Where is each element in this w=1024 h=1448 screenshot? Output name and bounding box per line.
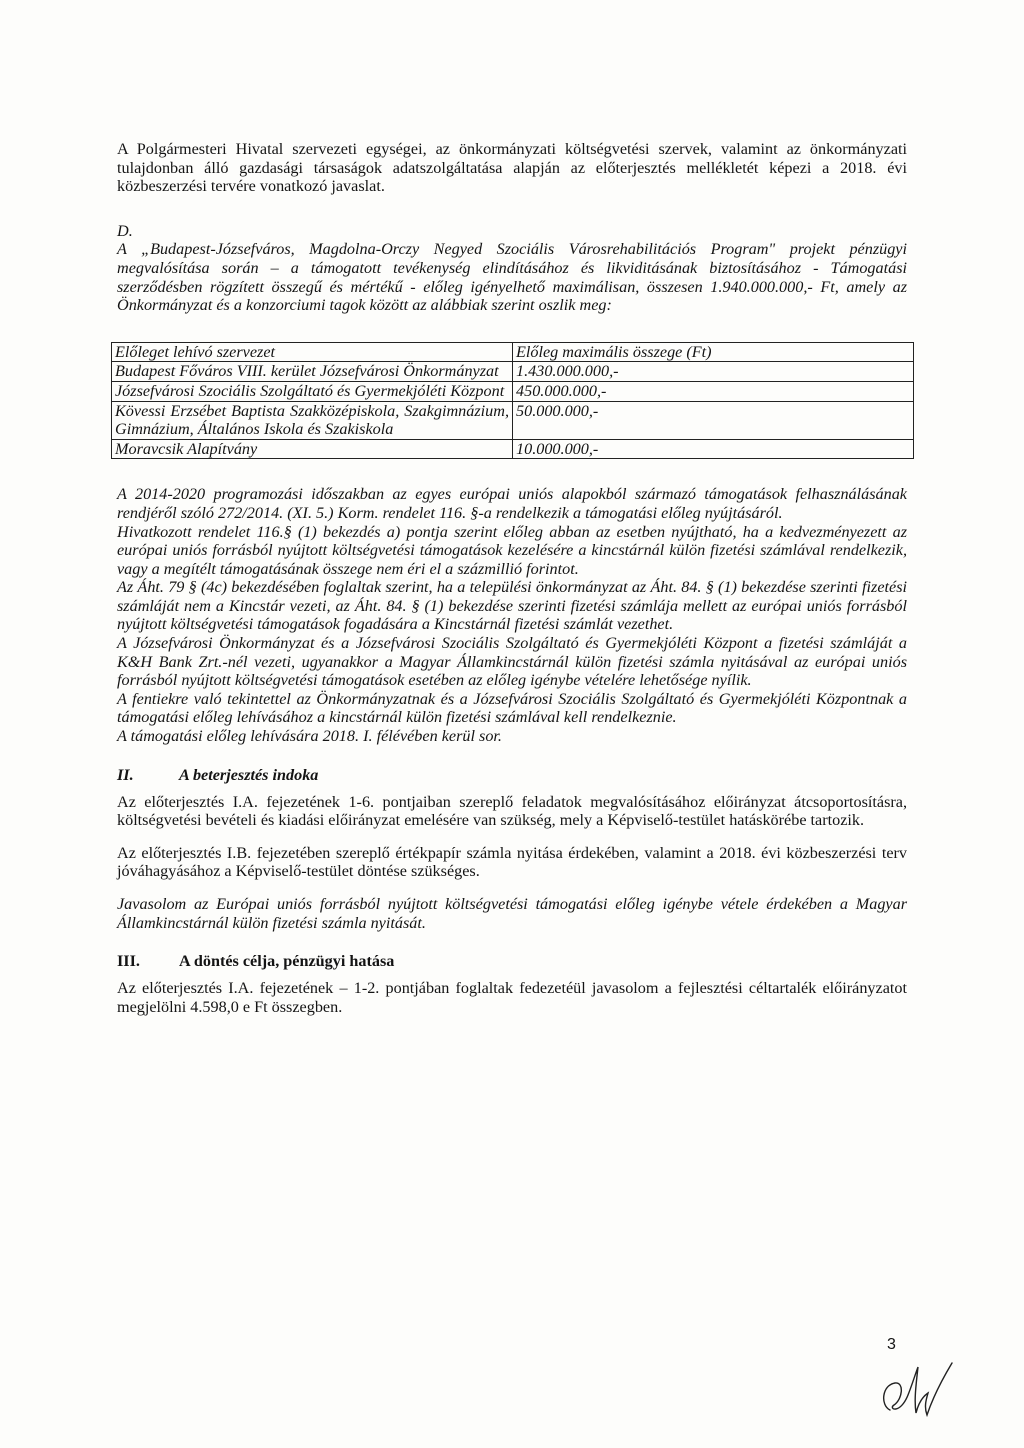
intro-paragraph: A Polgármesteri Hivatal szervezeti egységei, az önkormányzati költségvetési szervek, valamint az önkormányzati tulajdonban álló gazdasági társaságok adatszolgáltatása alapján az előterjesztés mellékletét képezi a 2018. évi közbeszerzési tervére vonatkozó javaslat. — [117, 140, 907, 196]
table-cell-org: Józsefvárosi Szociális Szolgáltató és Gyermekjóléti Központ — [112, 381, 513, 401]
advance-table — [111, 342, 914, 460]
legal-paragraph-4: A Józsefvárosi Önkormányzat és a Józsefvárosi Szociális Szolgáltató és Gyermekjóléti Központ a fizetési számláját a K&H Bank Zrt.-nél vezeti, ugyanakkor a Magyar Államkincstárnál külön fizetési számla nyitásával az európai uniós forrásból nyújtott költségvetési támogatások esetében az előleg igénybe vételére lehetősége nyílik. — [117, 634, 907, 690]
section-ii-paragraph-2: Az előterjesztés I.B. fejezetében szereplő értékpapír számla nyitása érdekében, valamint a 2018. évi közbeszerzési terv jóváhagyásához a Képviselő-testület döntése szükséges. — [117, 843, 907, 881]
document-page — [117, 140, 907, 1016]
section-ii-paragraph-3: Javasolom az Európai uniós forrásból nyújtott költségvetési támogatási előleg igénybe vétele érdekében a Magyar Államkincstárnál külön fizetési számla nyitását. — [117, 895, 907, 932]
section-ii-number: II. — [117, 765, 134, 784]
section-iii-paragraph-1: Az előterjesztés I.A. fejezetének – 1-2. pontjában foglaltak fedezetéül javasolom a fejlesztési céltartalék előirányzatot megjelölni 4.598,0 e Ft összegben. — [117, 979, 907, 1016]
section-ii-title: A beterjesztés indoka — [179, 765, 319, 784]
legal-paragraph-3: Az Áht. 79 § (4c) bekezdésében foglaltak szerint, ha a települési önkormányzat az Áht. 84. § (1) bekezdése szerinti fizetési számláját nem a Kincstár vezeti, az Áht. 84. § (1) bekezdése szerinti fizetési számlája mellett az európai uniós forrásból nyújtott költségvetési támogatások fogadására a Kincstárnál fizetési számlát vezethet. — [117, 578, 907, 634]
section-ii-paragraph-1: Az előterjesztés I.A. fejezetének 1-6. pontjaiban szereplő feladatok megvalósításához előirányzat átcsoportosításra, költségvetési bevételi és kiadási előirányzat emelésére van szükség, mely a Képviselő-testület hatáskörébe tartozik. — [117, 792, 907, 830]
table-cell-amount: 450.000.000,- — [513, 381, 914, 401]
section-iii-title: A döntés célja, pénzügyi hatása — [179, 952, 395, 971]
table-row — [112, 381, 914, 401]
table-cell-org: Moravcsik Alapítvány — [112, 439, 513, 459]
legal-paragraph-2: Hivatkozott rendelet 116.§ (1) bekezdés a) pontja szerint előleg abban az esetben nyújtható, ha a kedvezményezett az európai uniós forrásból nyújtott költségvetési támogatások kezelésére a kincstárnál külön fizetési számlával rendelkezik, vagy a megítélt támogatásának összege nem éri el a százmillió forintot. — [117, 522, 907, 578]
table-cell-amount: 50.000.000,- — [513, 401, 914, 439]
table-cell-amount: 10.000.000,- — [513, 439, 914, 459]
table-cell-org: Kövessi Erzsébet Baptista Szakközépiskola, Szakgimnázium, Gimnázium, Általános Iskola és Szakiskola — [112, 401, 513, 439]
table-row — [112, 401, 914, 439]
section-d-text: A „Budapest-Józsefváros, Magdolna-Orczy Negyed Szociális Városrehabilitációs Program" projekt pénzügyi megvalósítása során – a támogatott tevékenység elindításához és likviditásának biztosításához - Támogatási szerződésben rögzített összegű és mértékű - előleg igényelhető maximálisan, összesen 1.940.000.000,- Ft, amely az Önkormányzat és a konzorciumi tagok között az alábbiak szerint oszlik meg: — [117, 240, 907, 315]
section-iii-number: III. — [117, 952, 140, 971]
table-cell-amount: 1.430.000.000,- — [513, 362, 914, 382]
table-cell-org: Budapest Főváros VIII. kerület Józsefvárosi Önkormányzat — [112, 362, 513, 382]
signature-initials — [860, 1355, 970, 1425]
table-header-org: Előleget lehívó szervezet — [112, 342, 513, 362]
table-row — [112, 439, 914, 459]
legal-paragraph-1: A 2014-2020 programozási időszakban az egyes európai uniós alapokból származó támogatások felhasználásának rendjéről szóló 272/2014. (XI. 5.) Korm. rendelet 116. §-a rendelkezik a támogatási előleg nyújtásáról. — [117, 485, 907, 522]
section-iii-heading — [117, 952, 907, 971]
section-d-label: D. — [117, 221, 133, 240]
section-ii-heading — [117, 766, 907, 785]
legal-paragraph-6: A támogatási előleg lehívására 2018. I. félévében kerül sor. — [117, 727, 502, 746]
table-row — [112, 362, 914, 382]
page-number: 3 — [887, 1336, 896, 1353]
table-header-row — [112, 342, 914, 362]
legal-paragraph-5: A fentiekre való tekintettel az Önkormányzatnak és a Józsefvárosi Szociális Szolgáltató és Gyermekjóléti Központnak a támogatási előleg lehívásához a kincstárnál külön fizetési számlával kell rendelkeznie. — [117, 689, 907, 727]
table-header-amount: Előleg maximális összege (Ft) — [513, 342, 914, 362]
